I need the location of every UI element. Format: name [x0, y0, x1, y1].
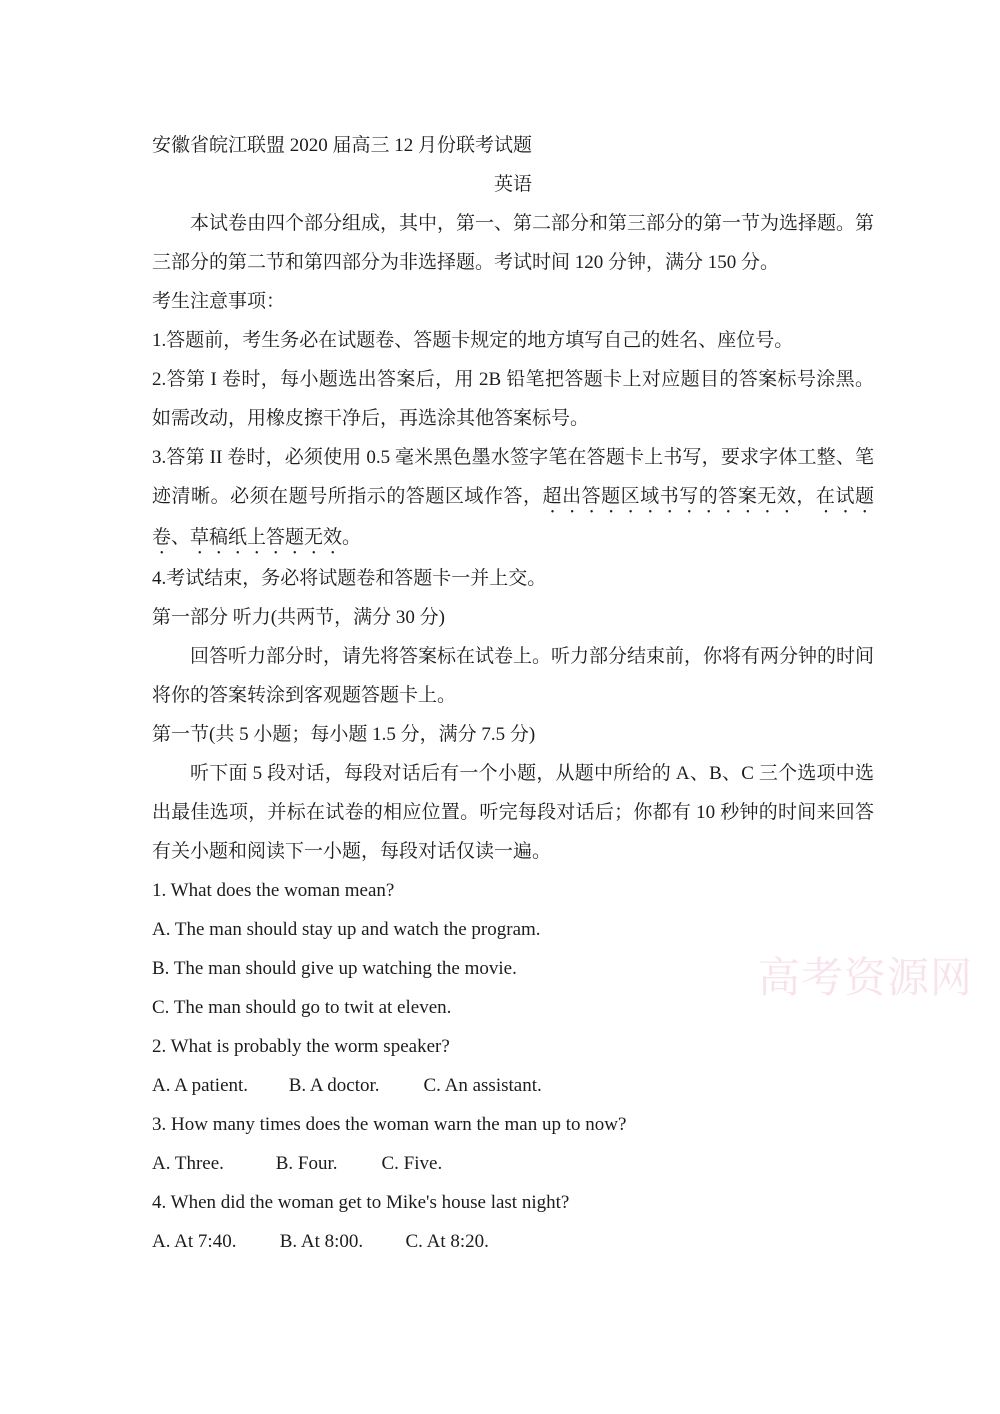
question-1-option-c: C. The man should go to twit at eleven. — [152, 997, 452, 1018]
question-1-text: 1. What does the woman mean? — [152, 880, 395, 901]
part1-intro: 回答听力部分时，请先将答案标在试卷上。听力部分结束前，你将有两分钟的时间将你的答案转涂到客观题答题卡上。 — [152, 646, 875, 706]
question-4-option-a: A. At 7:40. — [152, 1231, 237, 1252]
notice-item-3-emphasized-text: 超出答题区域书写的答案无效，在试题卷、草稿纸上答题无效。 — [152, 486, 874, 548]
exam-intro: 本试卷由四个部分组成，其中，第一、第二部分和第三部分的第一节为选择题。第三部分的第二节和第四部分为非选择题。考试时间 120 分钟，满分 150 分。 — [152, 213, 875, 273]
notice-item-2: 2.答第 I 卷时，每小题选出答案后，用 2B 铅笔把答题卡上对应题目的答案标号涂黑。如需改动，用橡皮擦干净后，再选涂其他答案标号。 — [152, 369, 874, 429]
notice-heading: 考生注意事项： — [152, 291, 286, 312]
notice-item-1: 1.答题前，考生务必在试题卷、答题卡规定的地方填写自己的姓名、座位号。 — [152, 330, 794, 351]
question-3-option-b: B. Four. — [275, 1153, 338, 1174]
question-4-options — [152, 1222, 874, 1261]
question-2-option-c: C. An assistant. — [423, 1075, 542, 1096]
question-3-option-c: C. Five. — [381, 1153, 443, 1174]
question-4-option-b: B. At 8:00. — [279, 1231, 364, 1252]
question-4-text: 4. When did the woman get to Mike's house last night? — [152, 1192, 570, 1213]
question-4 — [152, 1183, 874, 1261]
gaokao-resource-watermark: 高考资源网 — [758, 956, 974, 1002]
question-2 — [152, 1027, 874, 1105]
section1-intro: 听下面 5 段对话，每段对话后有一个小题，从题中所给的 A、B、C 三个选项中选出最佳选项，并标在试卷的相应位置。听完每段对话后；你都有 10 秒钟的时间来回答有关小题和阅读下一小题，每段对话仅读一遍。 — [152, 763, 874, 862]
question-2-option-b: B. A doctor. — [288, 1075, 380, 1096]
question-1-option-a: A. The man should stay up and watch the program. — [152, 919, 541, 940]
question-3 — [152, 1105, 874, 1183]
question-2-option-a: A. A patient. — [152, 1075, 249, 1096]
exam-title: 安徽省皖江联盟 2020 届高三 12 月份联考试题 — [152, 135, 533, 156]
notice-item-3 — [152, 438, 874, 559]
question-1-option-b: B. The man should give up watching the movie. — [152, 958, 517, 979]
question-1 — [152, 871, 874, 1027]
exam-content — [152, 126, 874, 1261]
question-3-text: 3. How many times does the woman warn the man up to now? — [152, 1114, 627, 1135]
notice-item-4: 4.考试结束，务必将试题卷和答题卡一并上交。 — [152, 568, 547, 589]
question-3-option-a: A. Three. — [152, 1153, 224, 1174]
notice-item-3-text: 3.答第 II 卷时，必须使用 0.5 毫米黑色墨水签字笔在答题卡上书写，要求字体工整、笔迹清晰。必须在题号所指示的答题区域作答， — [152, 447, 874, 507]
part1-heading: 第一部分 听力(共两节，满分 30 分) — [152, 607, 445, 628]
question-4-option-c: C. At 8:20. — [405, 1231, 489, 1252]
subject-title: 英语 — [493, 174, 532, 195]
question-2-text: 2. What is probably the worm speaker? — [152, 1036, 450, 1057]
section1-heading: 第一节(共 5 小题；每小题 1.5 分，满分 7.5 分) — [152, 724, 536, 745]
question-2-options — [152, 1066, 874, 1105]
question-3-options — [152, 1144, 874, 1183]
